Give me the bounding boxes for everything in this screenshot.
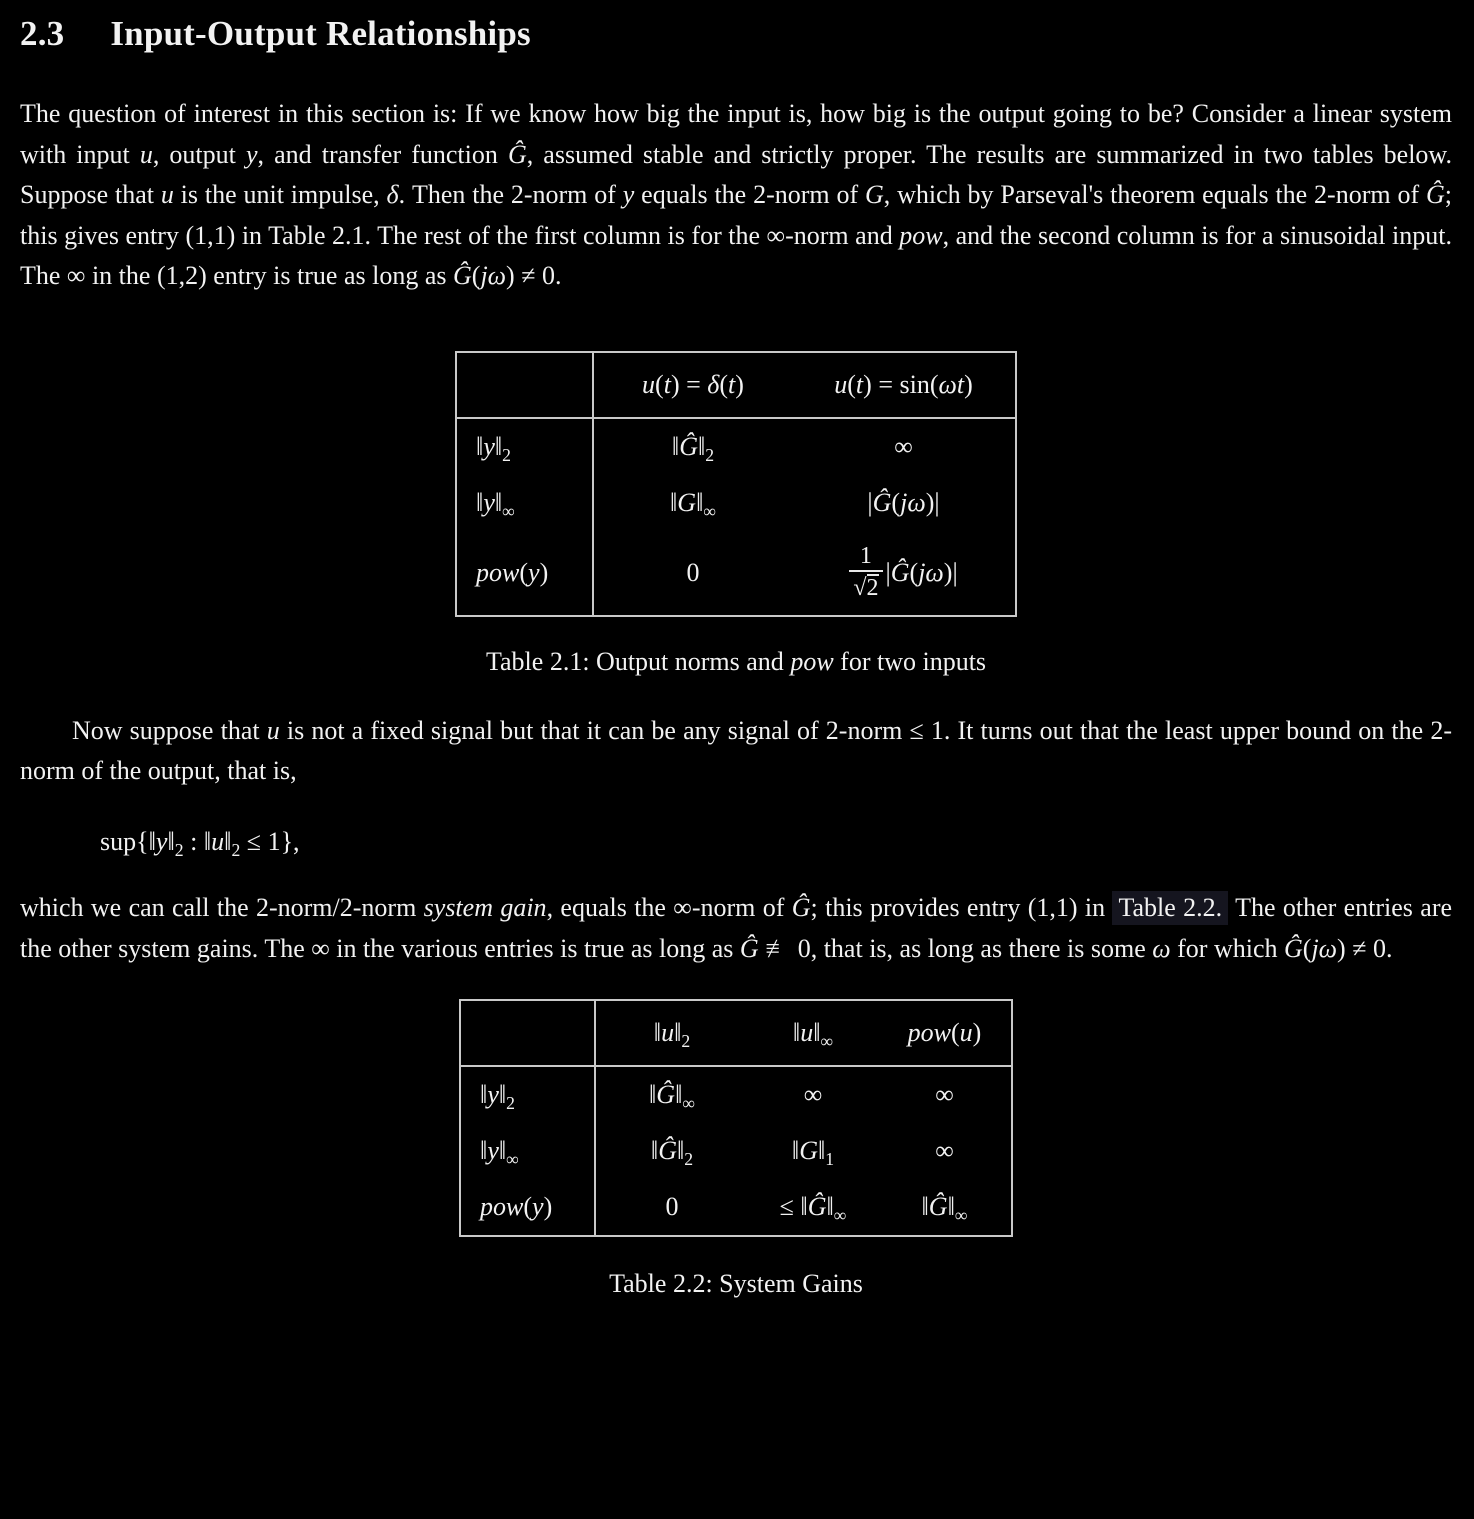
row-header-cell: $‖y‖_\infty$: [460, 1123, 595, 1179]
table-2-1: [455, 351, 1017, 617]
table-row: [460, 1123, 1012, 1179]
display-formula: $sup\{‖y‖_2$ : $‖u‖_2 \le 1$},: [100, 826, 300, 860]
paragraph-1: The question of interest in this section is: If we know how big the input is, how big is the output going to be? Consider a linear system with input u, output y, and transfer function Ĝ, assumed stable and strictly proper. The results are summarized in two tables below. Suppose that u is the unit impulse, δ. Then the 2-norm of y equals the 2-norm of G, which by Parseval's theorem equals the 2-norm of Ĝ; this gives entry (1,1) in Table 2.1. The rest of the first column is for the ∞-norm and pow, and the second column is for a sinusoidal input. The ∞ in the (1,2) entry is true as long as Ĝ(jω) ≠ 0.: [20, 99, 1453, 291]
table-cell: ∞: [803, 1080, 823, 1110]
table-row: [456, 418, 1016, 475]
stub-header-cell: [456, 352, 593, 418]
table-header-row: [456, 352, 1016, 418]
table-cell: 0: [686, 557, 700, 587]
stub-header-cell: [460, 1000, 595, 1066]
row-header-cell: pow(y): [456, 531, 593, 616]
table-row: [460, 1066, 1012, 1123]
table-row: [460, 1179, 1012, 1236]
column-header-cell: $‖u‖_\infty$: [748, 1000, 878, 1066]
table-2-2: [459, 999, 1013, 1237]
section-number: 2.3: [20, 14, 65, 53]
column-header-cell: pow(u): [878, 1000, 1012, 1066]
table-cell: ≤ $‖Ĝ‖_\infty$: [779, 1192, 847, 1226]
table-header-row: [460, 1000, 1012, 1066]
table-cell: 0: [665, 1192, 679, 1222]
column-header-cell: u(t) = δ(t): [593, 352, 792, 418]
table-cell: $‖G‖_\infty$: [669, 487, 716, 521]
table-row: [456, 531, 1016, 616]
table-2-1-caption: Table 2.1: Output norms and pow for two inputs: [485, 646, 987, 676]
table-cell: $‖G‖_1$: [791, 1136, 835, 1170]
paragraph-3: which we can call the 2-norm/2-norm system gain, equals the ∞-norm of Ĝ; this provides entry (1,1) in Table 2.2. The other entries are the other system gains. The ∞ in the various entries is true as long as Ĝ ≢ 0, that is, as long as there is some ω for which Ĝ(jω) ≠ 0.: [20, 893, 1453, 963]
table-2-2-caption: Table 2.2: System Gains: [609, 1269, 863, 1299]
table-cell: ∞: [894, 431, 913, 461]
column-header-cell: $‖u‖_2$: [595, 1000, 748, 1066]
table-row: [456, 475, 1016, 531]
row-header-cell: $‖y‖_\infty$: [456, 475, 593, 531]
row-header-cell: pow(y): [460, 1179, 595, 1236]
table-2-2-reference[interactable]: Table 2.2.: [1112, 891, 1228, 925]
section-heading: [20, 14, 1452, 54]
section-title: Input-Output Relationships: [110, 14, 531, 53]
row-header-cell: $‖y‖_2$: [456, 418, 593, 475]
table-cell: |Ĝ(jω)|: [867, 487, 940, 517]
table-cell: $\frac{1}{√2}$ |Ĝ(jω)|: [792, 531, 1016, 616]
table-cell: ∞: [935, 1080, 954, 1110]
row-header-cell: $‖y‖_2$: [460, 1066, 595, 1123]
table-cell: $‖Ĝ‖_\infty$: [648, 1080, 695, 1114]
table-cell: ∞: [935, 1136, 954, 1166]
table-cell: $‖Ĝ‖_2$: [671, 431, 715, 465]
table-cell: $‖Ĝ‖_2$: [650, 1136, 694, 1170]
paragraph-2: Now suppose that u is not a fixed signal but that it can be any signal of 2-norm ≤ 1. It turns out that the least upper bound on the 2-norm of the output, that is,: [20, 715, 1452, 786]
table-cell: $‖Ĝ‖_\infty$: [921, 1192, 968, 1226]
fraction-one-over-sqrt-2: $\frac{1}{√2}$: [849, 544, 882, 602]
column-header-cell: u(t) = sin(ωt): [792, 352, 1016, 418]
